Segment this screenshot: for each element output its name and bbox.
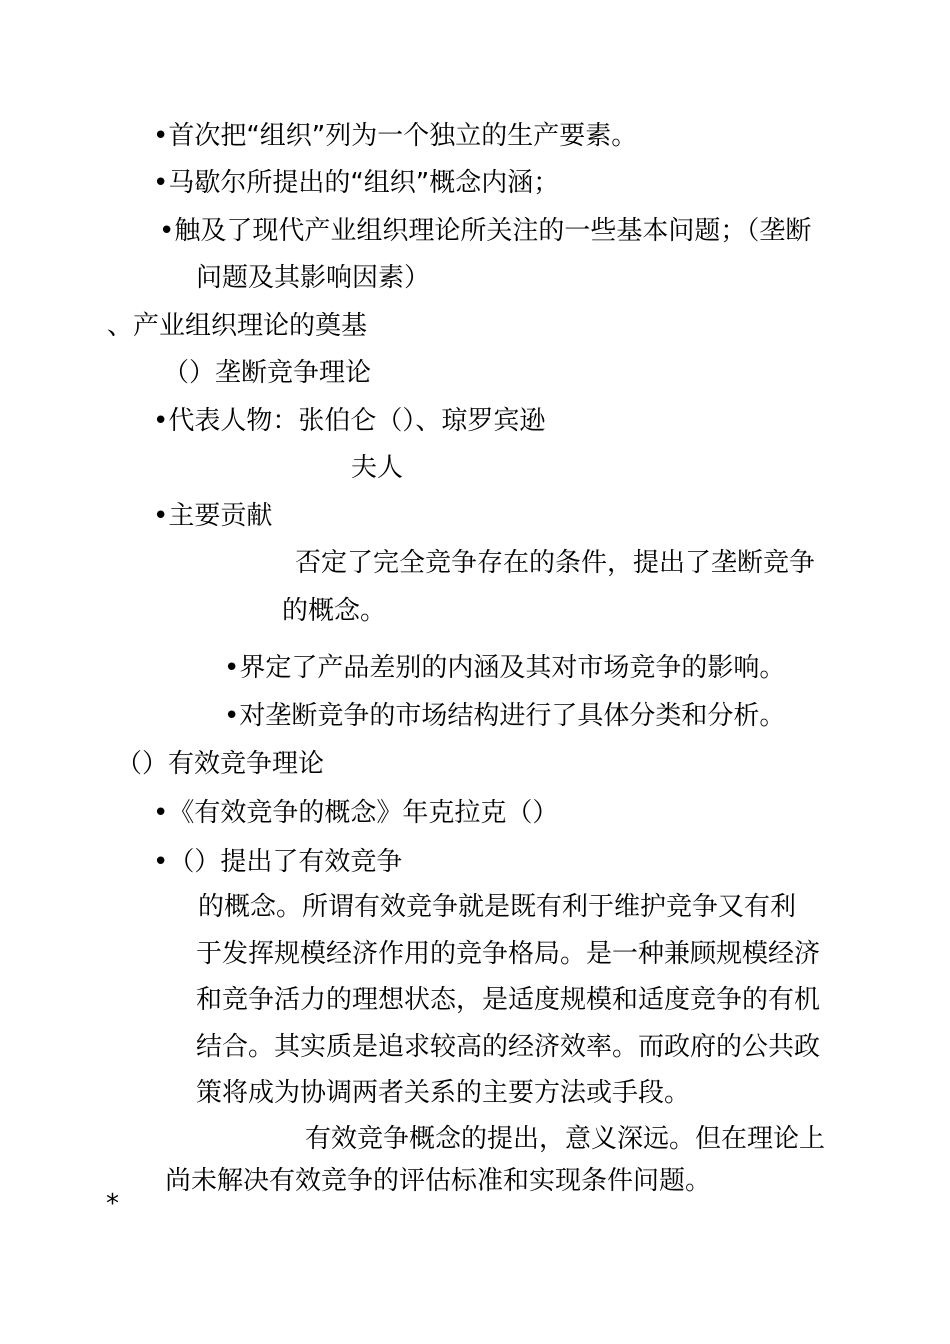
text-line: •主要贡献 bbox=[153, 501, 273, 531]
paragraph-line: 的概念。所谓有效竞争就是既有利于维护竞争又有利 bbox=[198, 892, 797, 922]
text-line: •代表人物：张伯仑（）、琼罗宾逊 bbox=[153, 406, 546, 436]
paragraph-line: 策将成为协调两者关系的主要方法或手段。 bbox=[196, 1078, 691, 1108]
footer-marker: * bbox=[106, 1189, 119, 1219]
subsection-heading: （）垄断竞争理论 bbox=[163, 358, 372, 388]
text-line: •《有效竞争的概念》年克拉克（） bbox=[153, 798, 559, 828]
paragraph-line: 于发挥规模经济作用的竞争格局。是一种兼顾规模经济 bbox=[196, 939, 821, 969]
text-line: •界定了产品差别的内涵及其对市场竞争的影响。 bbox=[224, 653, 786, 683]
section-heading: 、产业组织理论的奠基 bbox=[107, 311, 368, 341]
text-line: •触及了现代产业组织理论所关注的一些基本问题；（垄断 bbox=[159, 216, 812, 246]
subsection-heading: （）有效竞争理论 bbox=[116, 749, 325, 779]
text-line: •马歇尔所提出的“组织”概念内涵； bbox=[153, 168, 560, 198]
paragraph-line: 结合。其实质是追求较高的经济效率。而政府的公共政 bbox=[196, 1032, 821, 1062]
text-line: 问题及其影响因素） bbox=[196, 263, 431, 293]
text-line: 否定了完全竞争存在的条件，提出了垄断竞争 bbox=[295, 548, 816, 578]
paragraph-line: 和竞争活力的理想状态，是适度规模和适度竞争的有机 bbox=[196, 985, 821, 1015]
text-line: •首次把“组织”列为一个独立的生产要素。 bbox=[153, 121, 638, 151]
paragraph-line: 有效竞争概念的提出，意义深远。但在理论上 bbox=[305, 1124, 826, 1154]
text-line: 的概念。 bbox=[282, 596, 387, 626]
text-line: •（）提出了有效竞争 bbox=[153, 847, 403, 877]
text-line: •对垄断竞争的市场结构进行了具体分类和分析。 bbox=[224, 701, 786, 731]
text-line: 夫人 bbox=[351, 453, 404, 483]
paragraph-line: 尚未解决有效竞争的评估标准和实现条件问题。 bbox=[165, 1166, 712, 1196]
